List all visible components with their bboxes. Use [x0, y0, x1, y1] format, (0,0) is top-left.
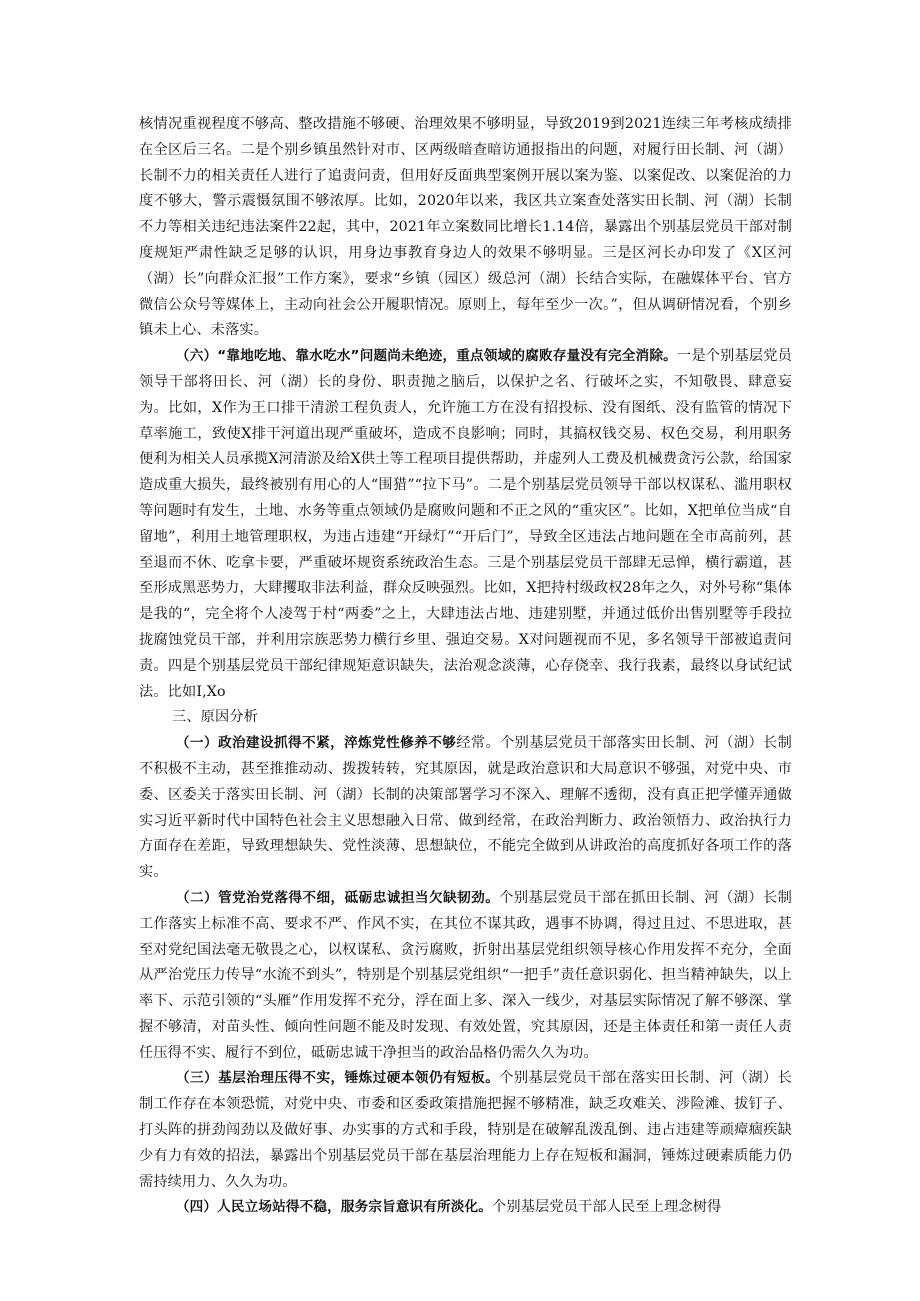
- cause-4-title: （四）人民立场站得不稳，服务宗旨意识有所淡化。: [175, 1199, 493, 1216]
- item-6-title: （六）“靠地吃地、靠水吃水”问题尚未绝迹，重点领域的腐败存量没有完全消除。: [175, 348, 677, 365]
- paragraph-cause-2: [139, 886, 792, 1067]
- cause-1-body: 经常。个别基层党员干部落实田长制、河（湖）长制不积极不主动，甚至推推动动、拨拨转转，究其原因，就是政治意识和大局意识不够强，对党中央、市委、区委关于落实田长制、河（湖）长制的决策部署学习不深入、理解不透彻，没有真正把学懂弄通做实习近平新时代中国特色社会主义思想融入日常、做到经常，在政治判断力、政治领悟力、政治执行力方面存在差距，导致理想缺失、党性淡薄、思想缺位，不能完全做到从讲政治的高度抓好各项工作的落实。: [139, 735, 792, 881]
- cause-3-title: （三）基层治理压得不实，锤炼过硬本领仍有短板。: [175, 1070, 500, 1087]
- intro-paragraph: 核情况重视程度不够高、整改措施不够硬、治理效果不够明显，导致2019到2021连续三年考核成绩排在全区后三名。二是个别乡镇虽然针对市、区两级暗查暗访通报指出的问题，对履行田长制、河（湖）长制不力的相关责任人进行了追责问责，但用好反面典型案例开展以案为鉴、以案促改、以案促治的力度不够大，警示震慑氛围不够浓厚。比如，2020年以来，我区共立案查处落实田长制、河（湖）长制不力等相关违纪违法案件22起，其中，2021年立案数同比增长1.14倍，暴露出个别基层党员干部对制度规矩严肃性缺乏足够的认识，用身边事教育身边人的效果不够明显。三是区河长办印发了《X区河（湖）长”向群众汇报”工作方案》，要求“乡镇（园区）级总河（湖）长结合实际，在融媒体平台、官方微信公众号等媒体上，主动向社会公开履职情况。原则上，每年至少一次。”，但从调研情况看，个别乡镇未上心、未落实。: [139, 116, 792, 339]
- cause-2-title: （二）管党治党落得不细，砥砺忠诚担当欠缺韧劲。: [175, 889, 500, 906]
- item-6-body: 一是个别基层党员领导干部将田长、河（湖）长的身份、职责抛之脑后，以保护之名、行破坏之实，不知敬畏、肆意妄为。比如，X作为王口排干清淤工程负责人，允许施工方在没有招投标、没有图纸、没有监管的情况下草率施工，致使X排干河道出现严重破坏，造成不良影响；同时，其搞权钱交易、权色交易，利用职务便利为相关人员承揽X河清淤及给X供土等工程项目提供帮助，并虚列人工费及机械费贪污公款，给国家造成重大损失，最终被别有用心的人“围猎”“拉下马”。二是个别基层党员领导干部以权谋私、滥用职权等问题时有发生，土地、水务等重点领域仍是腐败问题和不正之风的“重灾区”。比如，X把单位当成“自留地”，利用土地管理职权，为违占违建“开绿灯”“开后门”，导致全区违法占地问题在全市高前列，甚至退而不休、吃拿卡要，严重破坏规资系统政治生态。三是个别基层党员干部肆无忌惮，横行霸道，甚至形成黑恶势力，大肆攫取非法利益，群众反映强烈。比如，X把持村级政权28年之久，对外号称“集体是我的“，完全将个人凌驾于村“两委”之上，大肆违法占地、违建别墅，并通过低价出售别墅等手段拉拢腐蚀党员干部，并利用宗族恶势力横行乡里、强迫交易。X对问题视而不见，多名领导干部被追责问责。四是个别基层党员干部纪律规矩意识缺失，法治观念淡薄，心存侥幸、我行我素，最终以身试纪试法。比如I,Xo: [139, 348, 793, 700]
- paragraph-cause-1: [139, 731, 792, 886]
- paragraph-item-6: [139, 344, 792, 705]
- paragraph-cause-4: [139, 1195, 792, 1221]
- cause-3-body: 个别基层党员干部在落实田长制、河（湖）长制工作存在本领恐慌，对党中央、市委和区委政策措施把握不够精准，缺乏攻难关、涉险滩、拔钉子、打头阵的拼劲闯劲以及做好事、办实事的方式和手段，特别是在破解乱泼乱倒、违占违建等顽瘴痼疾缺少有力有效的招法，暴露出个别基层党员干部在基层治理能力上存在短板和漏洞，锤炼过硬素质能力仍需持续用力、久久为功。: [139, 1070, 792, 1190]
- section-3-heading: 三、原因分析: [172, 709, 259, 726]
- paragraph-cause-3: [139, 1066, 792, 1195]
- cause-2-body: 个别基层党员干部在抓田长制、河（湖）长制工作落实上标准不高、要求不严、作风不实，在其位不谋其政，遇事不协调，得过且过、不思进取，甚至对党纪国法毫无敬畏之心，以权谋私、贪污腐败，折射出基层党组织领导核心作用发挥不充分，全面从严治党压力传导“水流不到头”，特别是个别基层党组织“一把手”责任意识弱化、担当精神缺失，以上率下、示范引领的“头雁”作用发挥不充分，浮在面上多、深入一线少，对基层实际情况了解不够深、掌握不够清，对苗头性、倾向性问题不能及时发现、有效处置，究其原因，还是主体责任和第一责任人责任压得不实、履行不到位，砥砺忠诚干净担当的政治品格仍需久久为功。: [139, 889, 792, 1061]
- document-page: [139, 112, 792, 1221]
- cause-1-title: （一）政治建设抓得不紧，淬炼党性修养不够: [175, 735, 457, 752]
- cause-4-body: 个别基层党员干部人民至上理念树得: [492, 1199, 722, 1216]
